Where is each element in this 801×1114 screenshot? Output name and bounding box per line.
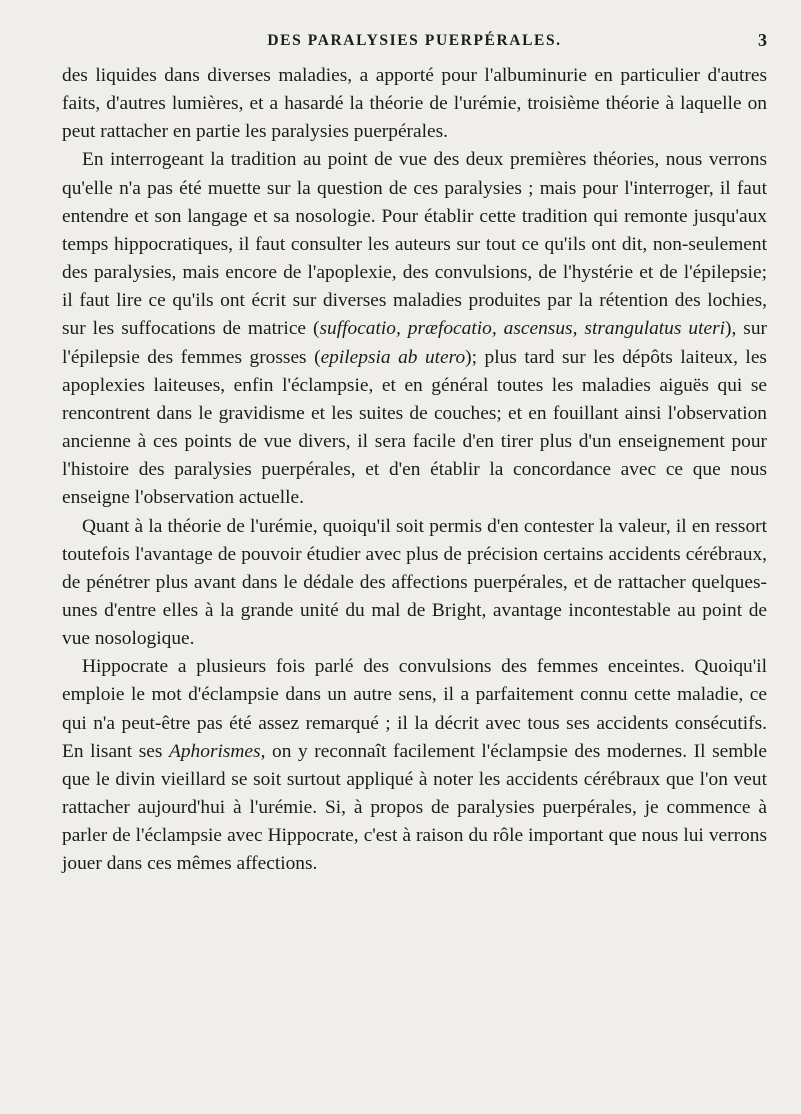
paragraph-2	[62, 146, 767, 512]
running-head	[62, 26, 767, 56]
latin-terms-italic: suffocatio, præfocatio, ascensus, strangulatus uteri	[319, 318, 726, 340]
paragraph-1	[62, 62, 767, 146]
text-segment: ); plus tard sur les dépôts laiteux, les apoplexies laiteuses, enfin l'éclampsie, et en général toutes les maladies aiguës qui se rencontrent dans le gravidisme et les suites de couches; et en fouillant ainsi l'observation ancienne à ces points de vue divers, il sera facile d'en tirer plus d'un enseignement pour l'histoire des paralysies puerpérales, et d'en établir la concordance avec ce que nous enseigne l'observation actuelle.	[62, 346, 767, 509]
paragraph-3	[62, 513, 767, 654]
text-segment: ), sur l'épilepsie des femmes grosses (	[62, 318, 768, 368]
body-text	[62, 62, 767, 879]
page-number: 3	[758, 30, 767, 50]
paragraph-4	[62, 653, 767, 878]
text-segment: Hippocrate a plusieurs fois parlé des convulsions des femmes enceintes. Quoiqu'il emploie le mot d'éclampsie dans un autre sens, il a parfaitement connu cette maladie, ce qui n'a peut-être pas été assez remarqué ; il la décrit avec tous ses accidents consécutifs. En lisant ses	[62, 656, 767, 762]
text-segment: des liquides dans diverses maladies, a apporté pour l'albuminurie en particulier d'autres faits, d'autres lumières, et a hasardé la théorie de l'urémie, troisième théorie à laquelle on peut rattacher en partie les paralysies puerpérales.	[62, 65, 767, 143]
text-segment: En interrogeant la tradition au point de vue des deux premières théories, nous verrons qu'elle n'a pas été muette sur la question de ces paralysies ; mais pour l'interroger, il faut entendre et son langage et sa nosologie. Pour établir cette tradition qui remonte jusqu'aux temps hippocratiques, il faut consulter les auteurs sur tout ce qu'ils ont dit, non-seulement des paralysies, mais encore de l'apoplexie, des convulsions, de l'hystérie et de l'épilepsie; il faut lire ce qu'ils ont écrit sur diverses maladies produites par la rétention des lochies, sur les suffocations de matrice (	[62, 149, 767, 340]
running-title: DES PARALYSIES PUERPÉRALES.	[267, 32, 562, 49]
text-segment: , on y reconnaît facilement l'éclampsie des modernes. Il semble que le divin vieillard se soit surtout appliqué à noter les accidents cérébraux que l'on veut rattacher aujourd'hui à l'urémie. Si, à propos de paralysies puerpérales, je commence à parler de l'éclampsie avec Hippocrate, c'est à raison du rôle important que nous lui verrons jouer dans ces mêmes affections.	[62, 740, 768, 875]
book-title-italic: Aphorismes	[169, 740, 261, 762]
text-segment: Quant à la théorie de l'urémie, quoiqu'il soit permis d'en contester la valeur, il en ressort toutefois l'avantage de pouvoir étudier avec plus de précision certains accidents cérébraux, de pénétrer plus avant dans le dédale des affections puerpérales, et de rattacher quelques-unes d'entre elles à la grande unité du mal de Bright, avantage incontestable au point de vue nosologique.	[62, 515, 767, 650]
latin-term-italic: epilepsia ab utero	[320, 346, 466, 368]
